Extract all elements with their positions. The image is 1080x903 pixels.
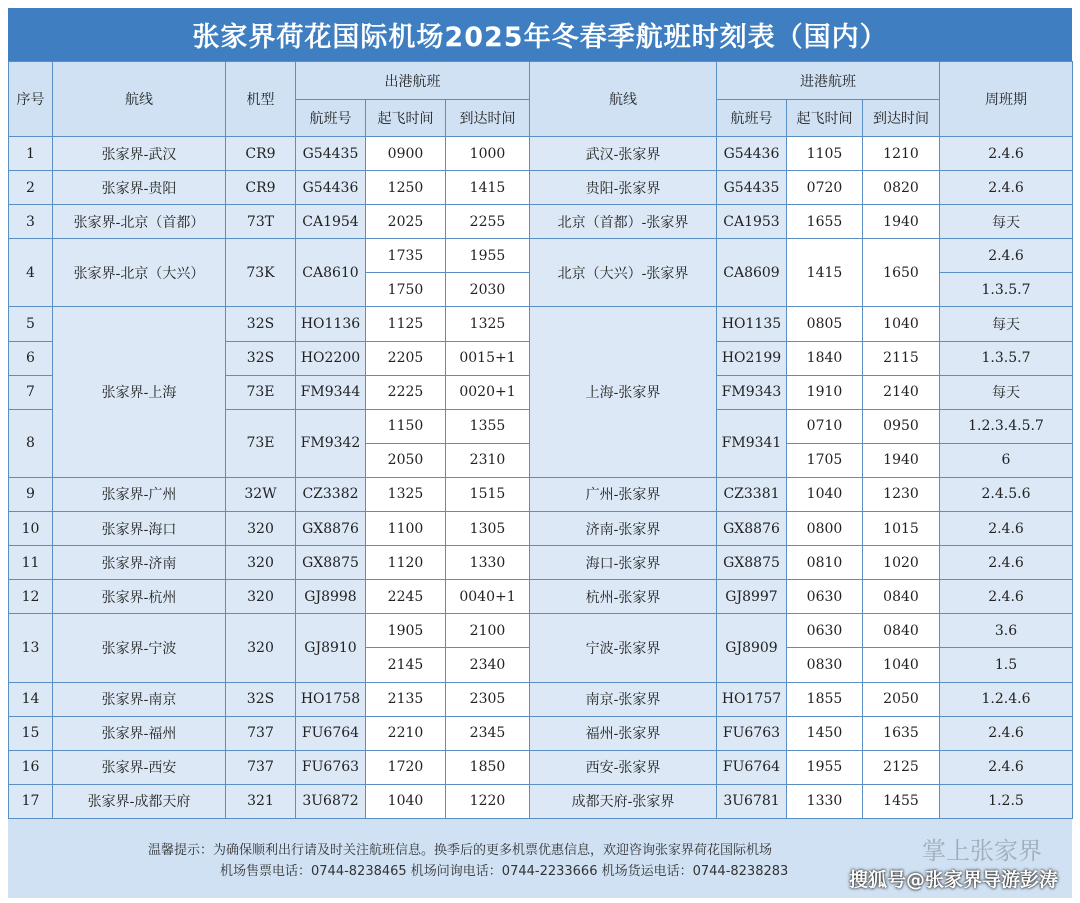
seq-cell: 8: [9, 409, 53, 477]
arr-out-cell: 1955: [446, 239, 530, 273]
flight-no-out-cell: GX8875: [296, 546, 366, 580]
flight-no-in-cell: FU6764: [717, 750, 787, 784]
dep-out-cell: 2025: [366, 205, 446, 239]
aircraft-cell: 737: [226, 750, 296, 784]
seq-cell: 6: [9, 341, 53, 375]
dep-out-cell: 2225: [366, 375, 446, 409]
dep-out-cell: 2245: [366, 580, 446, 614]
aircraft-cell: 320: [226, 512, 296, 546]
route-out-cell: 张家界-海口: [53, 512, 226, 546]
flight-no-in-cell: HO2199: [717, 341, 787, 375]
route-in-cell: 上海-张家界: [530, 307, 717, 477]
flight-no-out-cell: G54436: [296, 171, 366, 205]
weekly-cell: 2.4.6: [940, 171, 1073, 205]
route-out-cell: 张家界-武汉: [53, 137, 226, 171]
flight-no-in-cell: GJ8997: [717, 580, 787, 614]
aircraft-cell: 73E: [226, 409, 296, 477]
arr-out-cell: 2345: [446, 716, 530, 750]
arr-out-cell: 1515: [446, 477, 530, 511]
arr-out-cell: 0040+1: [446, 580, 530, 614]
arr-out-cell: 2030: [446, 273, 530, 307]
arr-out-cell: 1325: [446, 307, 530, 341]
aircraft-cell: 73E: [226, 375, 296, 409]
aircraft-cell: 73K: [226, 239, 296, 307]
route-out-cell: 张家界-南京: [53, 682, 226, 716]
flight-no-in-cell: CZ3381: [717, 477, 787, 511]
flight-no-in-cell: GX8875: [717, 546, 787, 580]
weekly-cell: 每天: [940, 375, 1073, 409]
arr-in-cell: 0820: [863, 171, 940, 205]
weekly-cell: 3.6: [940, 614, 1073, 648]
aircraft-cell: 737: [226, 716, 296, 750]
arr-out-cell: 1850: [446, 750, 530, 784]
route-in-cell: 武汉-张家界: [530, 137, 717, 171]
seq-cell: 10: [9, 512, 53, 546]
header-weekly: 周班期: [940, 62, 1073, 137]
aircraft-cell: 32W: [226, 477, 296, 511]
header-outbound: 出港航班: [296, 62, 530, 100]
header-dep-in: 起飞时间: [787, 100, 863, 137]
dep-in-cell: 0830: [787, 648, 863, 682]
arr-in-cell: 2115: [863, 341, 940, 375]
dep-out-cell: 1325: [366, 477, 446, 511]
weekly-cell: 2.4.6: [940, 546, 1073, 580]
seq-cell: 15: [9, 716, 53, 750]
header-inbound: 进港航班: [717, 62, 940, 100]
table-row: [9, 239, 1073, 273]
dep-in-cell: 1910: [787, 375, 863, 409]
flight-no-out-cell: CA8610: [296, 239, 366, 307]
arr-out-cell: 1355: [446, 409, 530, 443]
flight-no-in-cell: GJ8909: [717, 614, 787, 682]
flight-no-out-cell: FM9342: [296, 409, 366, 477]
seq-cell: 3: [9, 205, 53, 239]
arr-in-cell: 1455: [863, 784, 940, 818]
arr-out-cell: 1220: [446, 784, 530, 818]
flight-no-out-cell: CZ3382: [296, 477, 366, 511]
table-row: [9, 171, 1073, 205]
dep-out-cell: 1040: [366, 784, 446, 818]
dep-out-cell: 1750: [366, 273, 446, 307]
dep-in-cell: 1855: [787, 682, 863, 716]
header-aircraft: 机型: [226, 62, 296, 137]
weekly-cell: 1.3.5.7: [940, 341, 1073, 375]
dep-in-cell: 0630: [787, 580, 863, 614]
dep-out-cell: 2210: [366, 716, 446, 750]
table-row: [9, 512, 1073, 546]
route-in-cell: 北京（首都）-张家界: [530, 205, 717, 239]
arr-out-cell: 2255: [446, 205, 530, 239]
weekly-cell: 2.4.6: [940, 716, 1073, 750]
dep-in-cell: 1105: [787, 137, 863, 171]
dep-out-cell: 1150: [366, 409, 446, 443]
arr-out-cell: 1415: [446, 171, 530, 205]
flight-no-in-cell: G54435: [717, 171, 787, 205]
route-in-cell: 杭州-张家界: [530, 580, 717, 614]
seq-cell: 2: [9, 171, 53, 205]
route-out-cell: 张家界-济南: [53, 546, 226, 580]
seq-cell: 7: [9, 375, 53, 409]
weekly-cell: 1.3.5.7: [940, 273, 1073, 307]
flight-no-out-cell: GJ8998: [296, 580, 366, 614]
seq-cell: 13: [9, 614, 53, 682]
table-row: [9, 580, 1073, 614]
flight-no-in-cell: CA1953: [717, 205, 787, 239]
flight-no-out-cell: FM9344: [296, 375, 366, 409]
flight-no-out-cell: HO1136: [296, 307, 366, 341]
flight-no-in-cell: GX8876: [717, 512, 787, 546]
arr-in-cell: 0840: [863, 614, 940, 648]
route-out-cell: 张家界-宁波: [53, 614, 226, 682]
seq-cell: 17: [9, 784, 53, 818]
route-out-cell: 张家界-北京（大兴）: [53, 239, 226, 307]
table-row: [9, 716, 1073, 750]
seq-cell: 16: [9, 750, 53, 784]
dep-in-cell: 1415: [787, 239, 863, 307]
header-dep-out: 起飞时间: [366, 100, 446, 137]
aircraft-cell: 320: [226, 580, 296, 614]
footer-phone-line: 机场售票电话：0744-8238465 机场问询电话：0744-2233666 机场货运电话：0744-8238283: [220, 864, 789, 879]
arr-in-cell: 2125: [863, 750, 940, 784]
aircraft-cell: 32S: [226, 682, 296, 716]
table-row: [9, 307, 1073, 341]
aircraft-cell: CR9: [226, 137, 296, 171]
dep-out-cell: 2145: [366, 648, 446, 682]
flight-no-out-cell: 3U6872: [296, 784, 366, 818]
route-out-cell: 张家界-成都天府: [53, 784, 226, 818]
flight-no-in-cell: FM9341: [717, 409, 787, 477]
arr-out-cell: 0015+1: [446, 341, 530, 375]
arr-out-cell: 2340: [446, 648, 530, 682]
seq-cell: 4: [9, 239, 53, 307]
arr-in-cell: 1040: [863, 648, 940, 682]
header-seq: 序号: [9, 62, 53, 137]
arr-out-cell: 2100: [446, 614, 530, 648]
arr-in-cell: 1230: [863, 477, 940, 511]
header-flight-no-out: 航班号: [296, 100, 366, 137]
dep-out-cell: 1720: [366, 750, 446, 784]
dep-in-cell: 1655: [787, 205, 863, 239]
flight-no-out-cell: FU6763: [296, 750, 366, 784]
page-title: 张家界荷花国际机场2025年冬春季航班时刻表（国内）: [8, 8, 1072, 61]
dep-in-cell: 1450: [787, 716, 863, 750]
weekly-cell: 6: [940, 443, 1073, 477]
dep-in-cell: 0800: [787, 512, 863, 546]
weekly-cell: 2.4.6: [940, 750, 1073, 784]
flight-no-out-cell: GX8876: [296, 512, 366, 546]
flight-no-out-cell: CA1954: [296, 205, 366, 239]
aircraft-cell: 320: [226, 614, 296, 682]
route-in-cell: 海口-张家界: [530, 546, 717, 580]
dep-in-cell: 0710: [787, 409, 863, 443]
dep-out-cell: 1735: [366, 239, 446, 273]
weekly-cell: 1.2.3.4.5.7: [940, 409, 1073, 443]
header-arr-in: 到达时间: [863, 100, 940, 137]
watermark-sohu: 搜狐号@张家界导游彭涛: [848, 869, 1058, 891]
arr-out-cell: 2310: [446, 443, 530, 477]
table-row: [9, 546, 1073, 580]
arr-out-cell: 1305: [446, 512, 530, 546]
route-out-cell: 张家界-杭州: [53, 580, 226, 614]
arr-in-cell: 1210: [863, 137, 940, 171]
flight-no-out-cell: G54435: [296, 137, 366, 171]
dep-in-cell: 0720: [787, 171, 863, 205]
route-out-cell: 张家界-西安: [53, 750, 226, 784]
weekly-cell: 1.5: [940, 648, 1073, 682]
arr-in-cell: 0950: [863, 409, 940, 443]
seq-cell: 1: [9, 137, 53, 171]
dep-out-cell: 2135: [366, 682, 446, 716]
dep-out-cell: 2050: [366, 443, 446, 477]
dep-in-cell: 1955: [787, 750, 863, 784]
flight-no-in-cell: FM9343: [717, 375, 787, 409]
route-in-cell: 福州-张家界: [530, 716, 717, 750]
route-out-cell: 张家界-福州: [53, 716, 226, 750]
table-row: [9, 682, 1073, 716]
arr-out-cell: 1000: [446, 137, 530, 171]
flight-no-in-cell: HO1757: [717, 682, 787, 716]
dep-in-cell: 0805: [787, 307, 863, 341]
flight-no-in-cell: HO1135: [717, 307, 787, 341]
arr-in-cell: 2050: [863, 682, 940, 716]
route-in-cell: 北京（大兴）-张家界: [530, 239, 717, 307]
header-arr-out: 到达时间: [446, 100, 530, 137]
aircraft-cell: 73T: [226, 205, 296, 239]
aircraft-cell: 32S: [226, 341, 296, 375]
table-row: [9, 784, 1073, 818]
flight-no-in-cell: G54436: [717, 137, 787, 171]
route-in-cell: 济南-张家界: [530, 512, 717, 546]
arr-out-cell: 0020+1: [446, 375, 530, 409]
route-out-cell: 张家界-上海: [53, 307, 226, 477]
arr-in-cell: 1040: [863, 307, 940, 341]
seq-cell: 11: [9, 546, 53, 580]
dep-out-cell: 2205: [366, 341, 446, 375]
route-in-cell: 西安-张家界: [530, 750, 717, 784]
aircraft-cell: CR9: [226, 171, 296, 205]
arr-in-cell: 2140: [863, 375, 940, 409]
arr-in-cell: 1635: [863, 716, 940, 750]
dep-out-cell: 1125: [366, 307, 446, 341]
weekly-cell: 每天: [940, 205, 1073, 239]
weekly-cell: 1.2.4.6: [940, 682, 1073, 716]
table-row: [9, 614, 1073, 648]
weekly-cell: 1.2.5: [940, 784, 1073, 818]
route-out-cell: 张家界-贵阳: [53, 171, 226, 205]
dep-in-cell: 0630: [787, 614, 863, 648]
weekly-cell: 2.4.6: [940, 137, 1073, 171]
header-route-out: 航线: [53, 62, 226, 137]
watermark-account: 掌上张家界: [922, 837, 1042, 865]
arr-in-cell: 1650: [863, 239, 940, 307]
header-route-in: 航线: [530, 62, 717, 137]
arr-in-cell: 1940: [863, 443, 940, 477]
arr-in-cell: 1015: [863, 512, 940, 546]
route-in-cell: 宁波-张家界: [530, 614, 717, 682]
arr-in-cell: 1940: [863, 205, 940, 239]
dep-out-cell: 1905: [366, 614, 446, 648]
route-in-cell: 贵阳-张家界: [530, 171, 717, 205]
weekly-cell: 2.4.6: [940, 239, 1073, 273]
table-row: [9, 205, 1073, 239]
dep-in-cell: 1840: [787, 341, 863, 375]
flight-no-in-cell: 3U6781: [717, 784, 787, 818]
route-in-cell: 成都天府-张家界: [530, 784, 717, 818]
aircraft-cell: 320: [226, 546, 296, 580]
seq-cell: 5: [9, 307, 53, 341]
header-flight-no-in: 航班号: [717, 100, 787, 137]
aircraft-cell: 32S: [226, 307, 296, 341]
table-row: [9, 477, 1073, 511]
footer-tip-line: 温馨提示：为确保顺利出行请及时关注航班信息。换季后的更多机票优惠信息，欢迎咨询张家界荷花国际机场: [148, 843, 773, 858]
flight-no-out-cell: HO1758: [296, 682, 366, 716]
dep-in-cell: 1705: [787, 443, 863, 477]
dep-in-cell: 1330: [787, 784, 863, 818]
table-row: [9, 750, 1073, 784]
seq-cell: 14: [9, 682, 53, 716]
arr-out-cell: 2305: [446, 682, 530, 716]
footer-notice: [8, 819, 1072, 898]
route-in-cell: 广州-张家界: [530, 477, 717, 511]
weekly-cell: 每天: [940, 307, 1073, 341]
aircraft-cell: 321: [226, 784, 296, 818]
weekly-cell: 2.4.5.6: [940, 477, 1073, 511]
weekly-cell: 2.4.6: [940, 512, 1073, 546]
table-row: [9, 137, 1073, 171]
dep-out-cell: 0900: [366, 137, 446, 171]
dep-out-cell: 1120: [366, 546, 446, 580]
dep-out-cell: 1250: [366, 171, 446, 205]
flight-no-in-cell: FU6763: [717, 716, 787, 750]
flight-no-out-cell: FU6764: [296, 716, 366, 750]
flight-schedule-table: [8, 61, 1073, 819]
seq-cell: 12: [9, 580, 53, 614]
route-out-cell: 张家界-广州: [53, 477, 226, 511]
dep-in-cell: 1040: [787, 477, 863, 511]
dep-out-cell: 1100: [366, 512, 446, 546]
seq-cell: 9: [9, 477, 53, 511]
flight-no-in-cell: CA8609: [717, 239, 787, 307]
flight-no-out-cell: GJ8910: [296, 614, 366, 682]
arr-in-cell: 0840: [863, 580, 940, 614]
route-in-cell: 南京-张家界: [530, 682, 717, 716]
weekly-cell: 2.4.6: [940, 580, 1073, 614]
dep-in-cell: 0810: [787, 546, 863, 580]
arr-out-cell: 1330: [446, 546, 530, 580]
arr-in-cell: 1020: [863, 546, 940, 580]
flight-no-out-cell: HO2200: [296, 341, 366, 375]
route-out-cell: 张家界-北京（首都）: [53, 205, 226, 239]
